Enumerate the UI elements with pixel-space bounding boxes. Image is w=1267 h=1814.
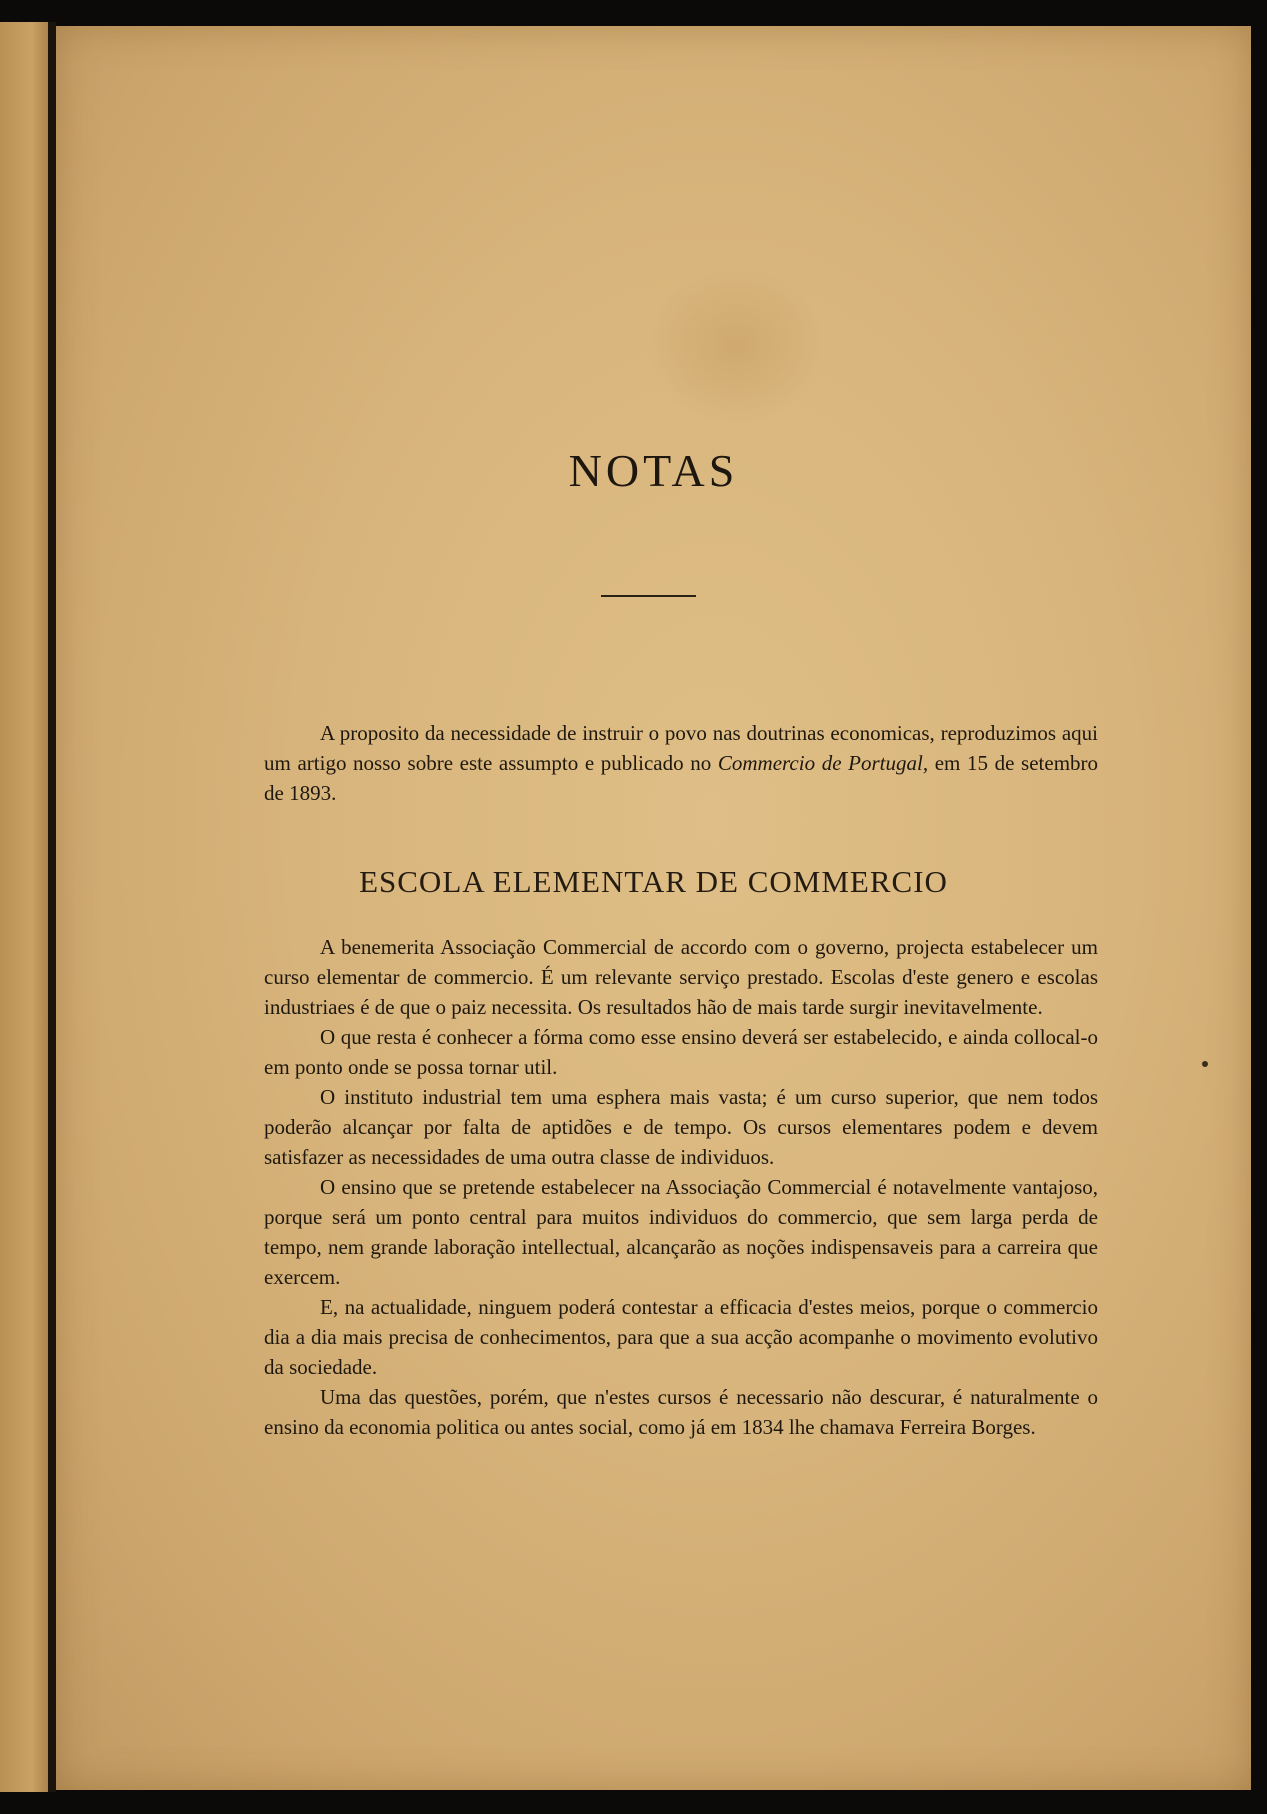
article-body <box>264 932 1098 1442</box>
body-paragraph-4: O ensino que se pretende estabelecer na Associação Commercial é notavelmente vantajoso, porque será um ponto central para muitos individuos do commercio, que sem larga perda de tempo, nem grande laboração intellectual, alcançarão as noções indispensaveis para a carreira que exercem. <box>264 1175 1098 1289</box>
paper-stain <box>646 266 826 426</box>
intro-paragraph <box>264 718 1098 808</box>
page-title: NOTAS <box>568 445 739 496</box>
book-page <box>56 26 1251 1790</box>
body-paragraph-6: Uma das questões, porém, que n'estes cursos é necessario não descurar, é naturalmente o ensino da economia politica ou antes social, como já em 1834 lhe chamava Ferreira Borges. <box>264 1385 1098 1439</box>
intro-text-start: A proposito da necessidade de instruir o povo nas doutrinas economicas, reproduzimos aqui um artigo nosso sobre este assumpto e publicado no <box>264 721 1098 775</box>
intro-newspaper-title: Commercio de Portugal, <box>717 751 929 775</box>
ink-speck <box>1202 1061 1208 1067</box>
intro-text-end: em 15 de setembro de 1893. <box>264 751 1099 805</box>
body-paragraph-1: A benemerita Associação Commercial de accordo com o governo, projecta estabelecer um curso elementar de commercio. É um relevante serviço prestado. Escolas d'este genero e escolas industriaes é de que o paiz necessita. Os resultados hão de mais tarde surgir inevitavelmente. <box>264 935 1098 1019</box>
book-gutter <box>48 22 56 1792</box>
body-paragraph-3: O instituto industrial tem uma esphera mais vasta; é um curso superior, que nem todos poderão alcançar por falta de aptidões e de tempo. Os cursos elementares podem e devem satisfazer as necessidades de uma outra classe de individuos. <box>264 1085 1098 1169</box>
title-rule <box>601 595 696 597</box>
facing-page-edge <box>0 22 52 1792</box>
section-heading: ESCOLA ELEMENTAR DE COMMERCIO <box>359 864 948 899</box>
body-paragraph-5: E, na actualidade, ninguem poderá contestar a efficacia d'estes meios, porque o commercio dia a dia mais precisa de conhecimentos, para que a sua acção acompanhe o movimento evolutivo da sociedade. <box>264 1295 1098 1379</box>
intro-text <box>264 718 1098 808</box>
body-paragraph-2: O que resta é conhecer a fórma como esse ensino deverá ser estabelecido, e ainda collocal-o em ponto onde se possa tornar util. <box>264 1025 1098 1079</box>
